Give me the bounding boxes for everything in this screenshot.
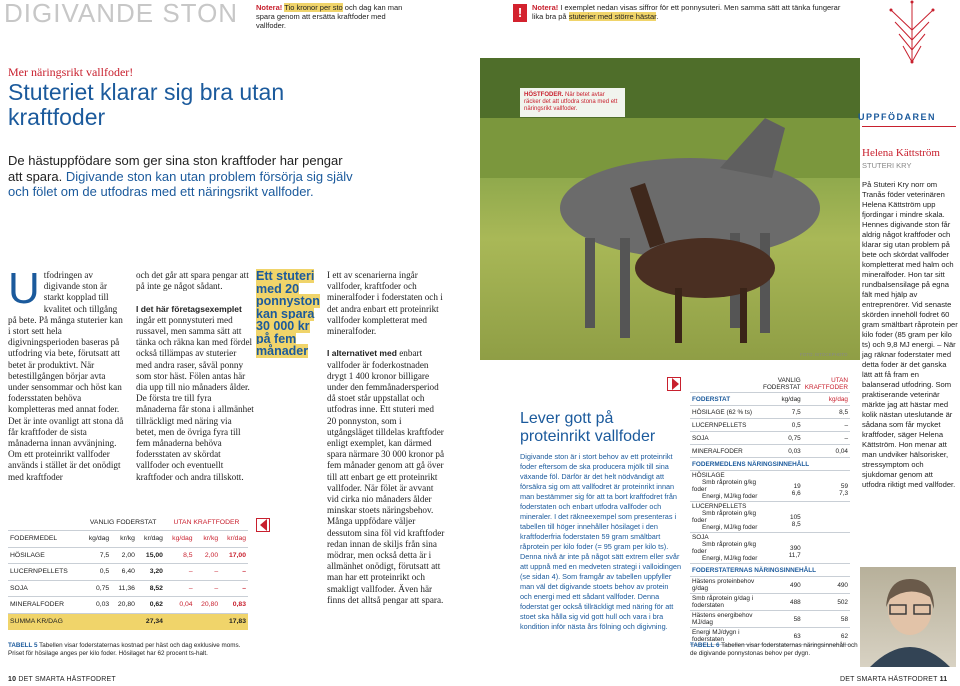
t5-col-fodermedel: FODERMEDEL (8, 531, 81, 548)
note-left: Notera! Tio kronor per sto och dag kan man spara genom att ersätta kraftfoder med vallfoder. (256, 3, 403, 30)
footer-left: 10 DET SMARTA HÄSTFODRET (8, 676, 116, 683)
table-row: LUCERNPELLETS Smb råprotein g/kg foder Energi, MJ/kg foder 105 8,5 (690, 502, 850, 533)
column-1: U tfodringen av digivande ston är starkt kopplad till kvalitet och tillgång på bete. På många stuterier kan i stort sett hela digivningsperioden baseras på utfodring via bete, förutsatt att betet är produktivt. När betestillgången börjar avta under sensommar och höst kan fodersstaten behöva kompletteras med annat foder. Det är inte ovanligt att stona då får kraftfoder de sista månaderna innan avvänjning. Om ett proteinrikt vallfoder används i stället är det onödigt med kraftfoder (8, 264, 124, 482)
drop-cap: U (8, 264, 40, 313)
photo-credit: FOTO: ISTOCKPHOTO (800, 352, 848, 357)
table-row: LUCERNPELLETS 0,5 – (690, 419, 850, 432)
table-row: Energi MJ/dygn i foderstaten 63 62 (692, 629, 848, 643)
t5-unit: kg/dag (165, 531, 195, 548)
t5-unit: kr/dag (220, 531, 248, 548)
box-title: Lever gott på proteinrikt vallfoder (520, 410, 656, 445)
table-row: Smb råprotein g/dag i foderstaten 488 502 (692, 595, 848, 609)
t5-unit: kr/kg (111, 531, 137, 548)
sidebar-name: Helena Kättström (862, 147, 940, 159)
table-row: Hästens energibehov MJ/dag 58 58 (692, 612, 848, 626)
t6-header-vanlig: VANLIG FODERSTAT (762, 377, 801, 391)
portrait-photo (860, 567, 956, 667)
table-row: HÖSILAGE Smb råprotein g/kg foder Energi, MJ/kg foder 19 6,6 59 7,3 (692, 472, 848, 500)
sidebar-label: UPPFÖDAREN (858, 112, 937, 122)
prev-page-button[interactable] (256, 518, 270, 532)
arrow-right-icon (672, 378, 679, 390)
section-logo: DIGIVANDE STON (4, 0, 239, 28)
table-sum-row: SUMMA KR/DAG 27,34 17,83 (8, 613, 248, 630)
pull-quote: Ett stuteri med 20 ponnyston kan spara 30 000 kr på fem månader (256, 269, 320, 358)
table-row: HÖSILAGE (62 % ts) 7,5 8,5 (690, 406, 850, 419)
column-2: och det går att spara pengar att på inte ge något sådant. I det här företagsexemplet ingår ett ponnystuteri med russavel, men samma sätt att tänka och räkna kan med fördel också tillämpas av stuterier med andra raser, såväl ponny som stor häst. Fölen antas här dia upp till nio månaders ålder. De första tre till fyra månaderna får stona i allmänhet tillräckligt med näring via betet, men de övriga fyra till fem månaderna behöva fodersstaten av skördat vallfoder och eventuellt kraftfoder och andra tillskott. (136, 270, 254, 482)
sidebar-divider (862, 126, 956, 127)
next-page-button[interactable] (667, 377, 681, 391)
t6-section-totals: FODERSTATERNAS NÄRINGSINNEHÅLL (690, 564, 850, 577)
table-row: Hästens proteinbehov g/dag 490 490 (692, 578, 848, 592)
table-5-caption: TABELL 5 Tabellen visar foderstaternas kostnad per häst och dag exklusive moms. Priset för hösilage anges per kilo foder. Hösilaget har 62 procent ts-halt. (8, 642, 241, 657)
photo-caption: HÖSTFODER. När betet avtar räcker det att utfodra stona med ett näringsrikt vallfoder. (520, 88, 625, 117)
note-right: Notera! I exemplet nedan visas siffror för ett ponnysuteri. Men samma sätt att tänka fungerar lika bra på stuterier med större hästar. (532, 3, 841, 21)
deck: De hästuppfödare som ger sina ston kraftfoder har pengar att spara. Digivande ston kan utan problem försörja sig själv och fölet om de utfodras med ett näringsrikt vallfoder. (8, 153, 353, 199)
table-row: MINERALFODER 0,03 20,80 0,62 0,04 20,80 0,83 (8, 597, 248, 614)
table-row: SOJA Smb råprotein g/kg foder Energi, MJ/kg foder 390 11,7 (690, 533, 850, 564)
t6-section-nutrition: FODERMEDLENS NÄRINGSINNEHÅLL (690, 458, 850, 471)
table-row: SOJA 0,75 – (690, 432, 850, 445)
table-row: HÖSILAGE 7,5 2,00 15,00 8,5 2,00 17,00 (8, 547, 248, 564)
t5-unit: kg/dag (81, 531, 111, 548)
horse-photo (480, 58, 860, 360)
t6-header-utan: UTAN KRAFTFODER (804, 377, 849, 391)
t5-header-utan: UTAN KRAFTFODER (165, 514, 248, 531)
table-row: MINERALFODER 0,03 0,04 (690, 445, 850, 458)
sidebar-body: På Stuteri Kry norr om Tranås föder veterinären Helena Kättström upp fjordingar i mindre skala. Hennes digivande ston får aldrig något kraftfoder och klarar sig utan problem på bete och skördat vallfoder kompletterat med halm och mineralfoder. Hon tar sitt rundbalsensilage på egna fält med hjälp av entreprenörer. Vid senaste skörden innehöll fodret 60 gram smältbart råprotein per kilo foder (85 gram per kilo ts) och 9,8 MJ energi. – När jag räknar foderstater med detta foder är det ganska lätt att få fram en balanserad utfodring. Som praktiserande veterinär märkte jag att hästar med kolik nästan uteslutande är sådana som får mycket kraftfoder, säger Helena Kättström. Hon menar att man undviker hälsorisker, stressymptom och sjukdomar genom att utfodra riktigt med vallfoder. (862, 180, 958, 489)
t5-header-vanlig: VANLIG FODERSTAT (81, 514, 165, 531)
footer-right: DET SMARTA HÄSTFODRET 11 (840, 676, 948, 683)
arrow-pattern-icon (877, 0, 947, 70)
warning-icon: ! (513, 4, 527, 22)
sidebar-role: STUTERI KRY (862, 161, 912, 170)
column-3: I ett av scenarierna ingår vallfoder, kraftfoder och mineralfoder i foderstaten och i det andra enbart ett proteinrikt vallfoder kompletterat med mineralfoder. I alternativet med enbart vallfoder är foderkostnaden drygt 1 400 kronor billigare under den femmånadersperiod då stoet står uppstallat och utfodras inne. Ett stuteri med 20 ponnyston, som i utgångsläget tilldelas kraftfoder enligt exemplet, kan därmed spara närmare 30 000 kronor på fem månader genom att gå över till att enbart ge ett proteinrikt vallfoder. När fölet är avvant vid cirka nio månaders ålder minskar stoets näringsbehov. Många uppfödare väljer dessutom sina föl vid kraftfoder redan innan de skiljs från sina mödrar, men också detta är i allmänhet onödigt, förutsatt att man har ett proteinrikt och smakligt vallfoder. Även här finns det alltså pengar att spara. (327, 270, 445, 605)
kicker: Mer näringsrikt vallfoder! (8, 65, 134, 79)
t6-foderstat: FODERSTAT (690, 393, 761, 406)
t5-unit: kr/kg (195, 531, 221, 548)
t5-unit: kr/dag (137, 531, 165, 548)
table-row: LUCERNPELLETS 0,5 6,40 3,20 – – – (8, 564, 248, 581)
table-row: SOJA 0,75 11,36 8,52 – – – (8, 580, 248, 597)
arrow-left-icon (260, 519, 267, 531)
portrait-image (860, 567, 956, 667)
box-body: Digivande ston är i stort behov av ett proteinrikt foder eftersom de ska producera mjölk till sina växande föl. Därför är det helt nödvändigt att försäkra sig om att vallfodret är proteinrikt innan man bestämmer sig för att ta bort kraftfodret från foderstaten och enbart utfodra vallfoder och mineraler. I det räkneexempel som presenteras i tabellen till höger innehåller hösilaget i den kraftfoderfria foderstaten 59 gram smältbart råprotein per kilo foder (= 95 gram per kilo ts). Denna nivå är inte på något sätt extrem eller svår att uppnå med en medveten strategi i valloidingen (se sidan 4). Som framgår av tabellen uppfyller man väl det digivande stoets behov av protein och energi med ett sådant vallfoder. Denna foderstat ger också tillräckligt med näring för att stoet ska hålla sig vid gott hull och vara i bra kondition inför nästa års fölning och digivning. (520, 452, 682, 631)
table-5 (8, 514, 248, 630)
table-6: VANLIG FODERSTAT UTAN KRAFTFODER FODERSTAT kg/dag kg/dag HÖSILAGE (62 % ts) 7,5 8,5 LUCERNPELLETS 0,5 – SOJA 0,75 – MINERALFODER 0,03 0,04 FODERMEDLENS NÄRINGSINNEHÅLL HÖSILAGE Smb råprotein g/kg foder Energi, MJ/kg foder 19 6,6 59 7,3 LUCERNPELLETS Smb råprotein g/kg foder Energi, MJ/kg foder 105 8,5 SOJA Smb råprotein g/kg foder Energi, MJ/kg foder 390 11,7 FODERSTATERNAS NÄRINGSINNEHÅLL Hästens proteinbehov g/dag 490 490 Smb råprotein g/dag i foderstaten 488 502 Hästens energibehov MJ/dag 58 58 Energi MJ/dygn i foderstaten 63 62 (692, 377, 849, 643)
page-title: Stuteriet klarar sig bra utan kraftfoder (8, 79, 285, 130)
table-6-caption: TABELL 6 Tabellen visar foderstaternas näringsinnehåll och de digivande ponnystonas behov per dygn. (690, 642, 858, 657)
